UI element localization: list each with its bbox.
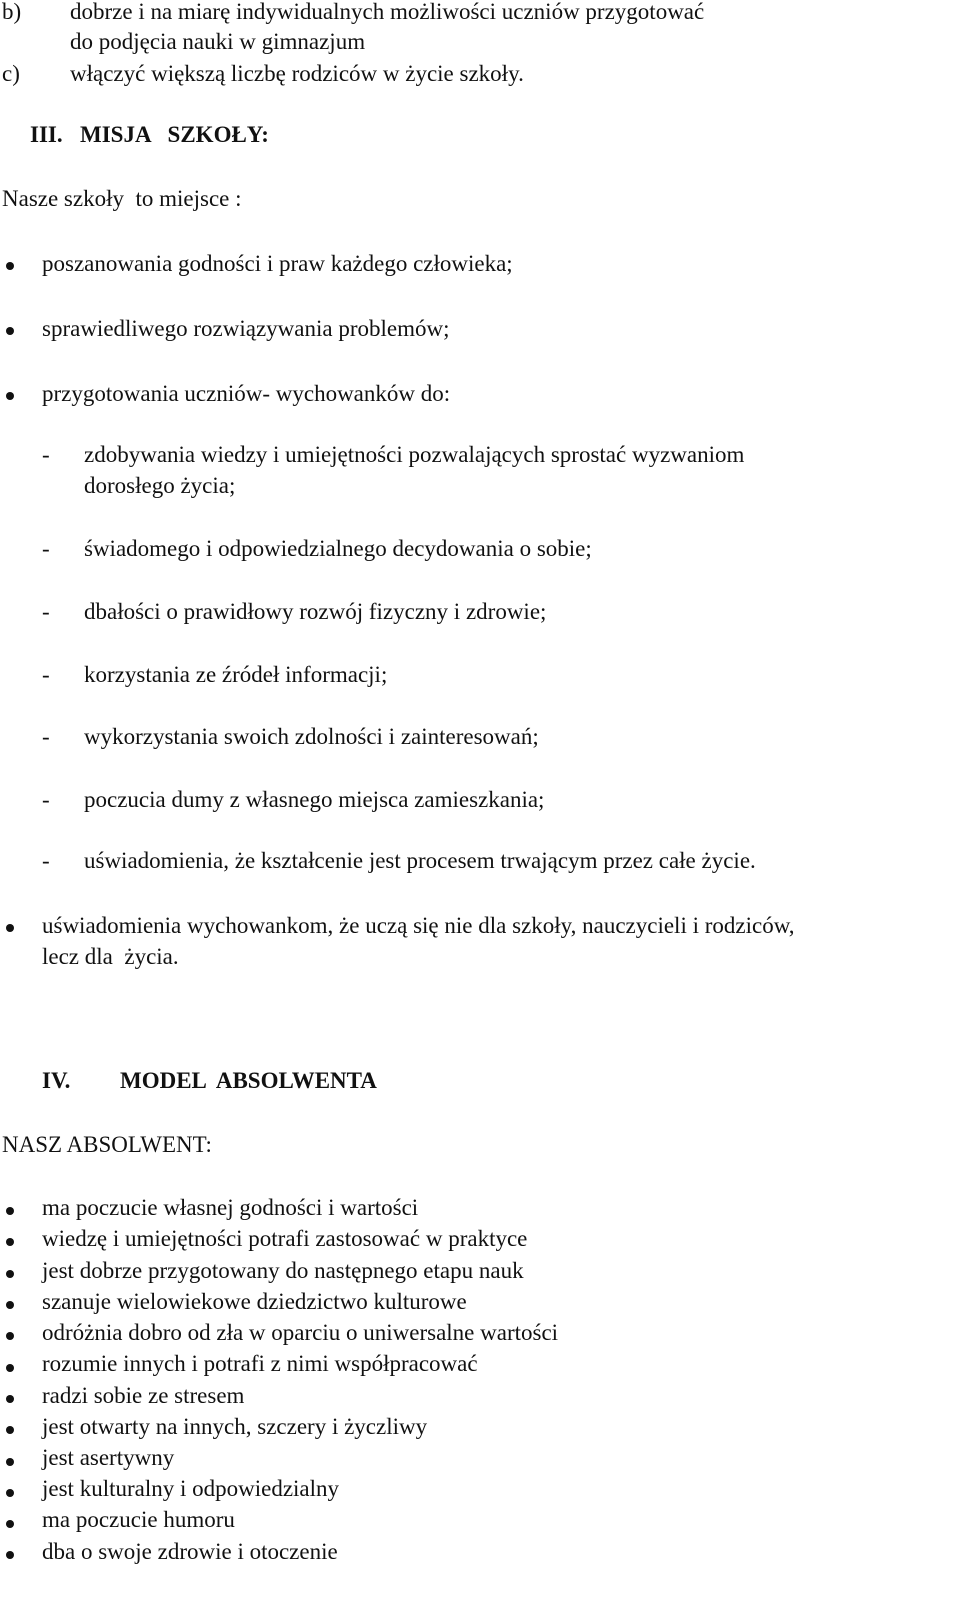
dash-marker: - bbox=[42, 536, 50, 561]
bullet-icon bbox=[6, 327, 14, 335]
bullet-icon bbox=[6, 1551, 14, 1559]
dash-marker: - bbox=[42, 787, 50, 812]
section4-bullet-5: odróżnia dobro od zła w oparciu o uniwersalne wartości bbox=[42, 1320, 559, 1345]
dash-marker: - bbox=[42, 442, 50, 467]
bullet-icon bbox=[6, 1270, 14, 1278]
dash-marker: - bbox=[42, 848, 50, 873]
section3-subitem-3: dbałości o prawidłowy rozwój fizyczny i zdrowie; bbox=[84, 599, 547, 624]
section3-last-bullet-line2: lecz dla życia. bbox=[42, 944, 179, 969]
intro-item-c-line1: włączyć większą liczbę rodziców w życie szkoły. bbox=[70, 61, 524, 86]
bullet-icon bbox=[6, 1332, 14, 1340]
section3-subitem-1-line1: zdobywania wiedzy i umiejętności pozwalających sprostać wyzwaniom bbox=[84, 442, 745, 467]
section3-subitem-5: wykorzystania swoich zdolności i zainteresowań; bbox=[84, 724, 539, 749]
section3-lead: Nasze szkoły to miejsce : bbox=[2, 186, 242, 211]
section3-subitem-1-line2: dorosłego życia; bbox=[84, 473, 236, 498]
section3-bullet-3: przygotowania uczniów- wychowanków do: bbox=[42, 381, 451, 406]
section3-subitem-6: poczucia dumy z własnego miejsca zamieszkania; bbox=[84, 787, 545, 812]
section3-subitem-2: świadomego i odpowiedzialnego decydowania o sobie; bbox=[84, 536, 592, 561]
bullet-icon bbox=[6, 1395, 14, 1403]
section4-lead: NASZ ABSOLWENT: bbox=[2, 1132, 212, 1157]
section3-subitem-7: uświadomienia, że kształcenie jest procesem trwającym przez całe życie. bbox=[84, 848, 756, 873]
dash-marker: - bbox=[42, 724, 50, 749]
bullet-icon bbox=[6, 1364, 14, 1372]
section3-last-bullet-line1: uświadomienia wychowankom, że uczą się nie dla szkoły, nauczycieli i rodziców, bbox=[42, 913, 795, 938]
intro-marker-b: b) bbox=[2, 0, 22, 24]
section4-number: IV. bbox=[42, 1068, 71, 1093]
bullet-icon bbox=[6, 1489, 14, 1497]
bullet-icon bbox=[6, 924, 14, 932]
section4-bullet-8: jest otwarty na innych, szczery i życzliwy bbox=[42, 1414, 428, 1439]
intro-item-b-line1: dobrze i na miarę indywidualnych możliwości uczniów przygotować bbox=[70, 0, 705, 24]
bullet-icon bbox=[6, 1207, 14, 1215]
section4-bullet-3: jest dobrze przygotowany do następnego etapu nauk bbox=[42, 1258, 524, 1283]
section4-bullet-2: wiedzę i umiejętności potrafi zastosować w praktyce bbox=[42, 1226, 528, 1251]
section4-bullet-1: ma poczucie własnej godności i wartości bbox=[42, 1195, 419, 1220]
bullet-icon bbox=[6, 1426, 14, 1434]
section4-bullet-4: szanuje wielowiekowe dziedzictwo kulturowe bbox=[42, 1289, 467, 1314]
section3-subitem-4: korzystania ze źródeł informacji; bbox=[84, 662, 388, 687]
section3-title: MISJA SZKOŁY: bbox=[80, 122, 269, 147]
section3-bullet-2: sprawiedliwego rozwiązywania problemów; bbox=[42, 316, 450, 341]
section4-bullet-9: jest asertywny bbox=[42, 1445, 175, 1470]
bullet-icon bbox=[6, 1301, 14, 1309]
bullet-icon bbox=[6, 262, 14, 270]
dash-marker: - bbox=[42, 662, 50, 687]
section4-bullet-10: jest kulturalny i odpowiedzialny bbox=[42, 1476, 340, 1501]
section3-number: III. bbox=[30, 122, 63, 147]
section4-bullet-11: ma poczucie humoru bbox=[42, 1507, 235, 1532]
intro-item-b-line2: do podjęcia nauki w gimnazjum bbox=[70, 29, 366, 54]
section4-bullet-12: dba o swoje zdrowie i otoczenie bbox=[42, 1539, 338, 1564]
bullet-icon bbox=[6, 1238, 14, 1246]
section3-bullet-1: poszanowania godności i praw każdego człowieka; bbox=[42, 251, 513, 276]
bullet-icon bbox=[6, 392, 14, 400]
bullet-icon bbox=[6, 1520, 14, 1528]
section4-bullet-7: radzi sobie ze stresem bbox=[42, 1383, 245, 1408]
intro-marker-c: c) bbox=[2, 61, 20, 86]
section4-bullet-6: rozumie innych i potrafi z nimi współpracować bbox=[42, 1351, 478, 1376]
dash-marker: - bbox=[42, 599, 50, 624]
section4-title: MODEL ABSOLWENTA bbox=[120, 1068, 377, 1093]
bullet-icon bbox=[6, 1458, 14, 1466]
